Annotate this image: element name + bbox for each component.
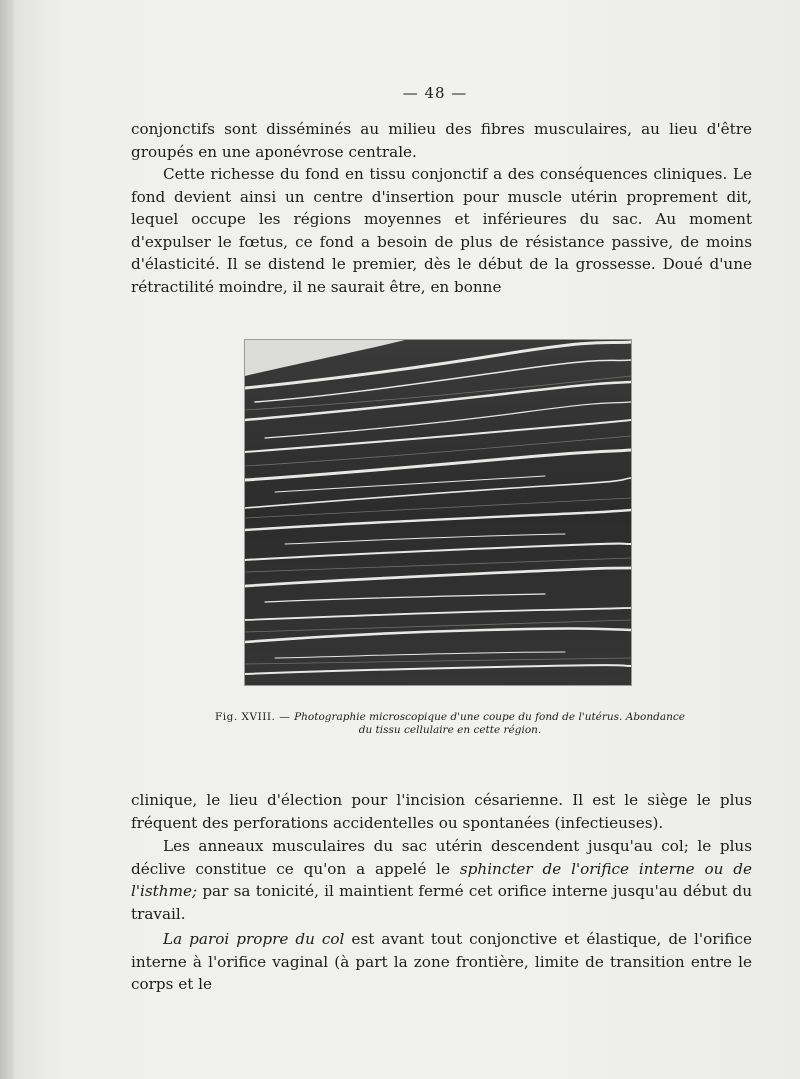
- book-spine-shadow: [0, 0, 14, 1079]
- paragraph-4-end: par sa tonicité, il maintient fermé cet orifice interne jusqu'au début du travail.: [131, 882, 752, 923]
- figure-caption: [180, 710, 720, 724]
- paragraph-2: Cette richesse du fond en tissu conjonctif a des conséquences cliniques. Le fond devient ainsi un centre d'insertion pour muscle utérin proprement dit, lequel occupe les régions moyennes et inférieures du sac. Au moment d'expulser le fœtus, ce fond a besoin de plus de résistance passive, de moins d'élasticité. Il se distend le premier, dès le début de la grossesse. Doué d'une rétractilité moindre, il ne saurait être, en bonne: [131, 165, 752, 296]
- page-number: — 48 —: [402, 84, 468, 102]
- micrograph-image: [245, 340, 631, 685]
- figure-caption-line-1: Photographie microscopique d'une coupe du fond de l'utérus. Abondance: [294, 711, 685, 723]
- paragraph-1: conjonctifs sont disséminés au milieu des fibres musculaires, au lieu d'être groupés en une aponévrose centrale.: [131, 120, 752, 161]
- paragraph-4-start: Les anneaux musculaires du sac utérin descendent jusqu'au col; le plus déclive constitue ce qu'on a appelé le: [131, 837, 752, 878]
- paragraph-4: [131, 835, 752, 925]
- figure-label: Fig. XVIII. —: [215, 711, 295, 723]
- paragraph-5-emphasis: La paroi propre du col: [163, 930, 345, 948]
- paragraph-5-text: est avant tout conjonctive et élastique, de l'orifice interne à l'orifice vaginal (à part la zone frontière, limite de transition entre le corps et le: [131, 930, 752, 994]
- paragraph-5: [131, 928, 752, 996]
- paragraph-3: clinique, le lieu d'élection pour l'incision césarienne. Il est le siège le plus fréquent des perforations accidentelles ou spontanées (infectieuses).: [131, 791, 752, 832]
- figure-caption-line-2: du tissu cellulaire en cette région.: [358, 724, 542, 736]
- paragraph-4-emphasis: sphincter de l'orifice interne ou de l'isthme;: [131, 859, 752, 901]
- micrograph-figure: [245, 340, 631, 685]
